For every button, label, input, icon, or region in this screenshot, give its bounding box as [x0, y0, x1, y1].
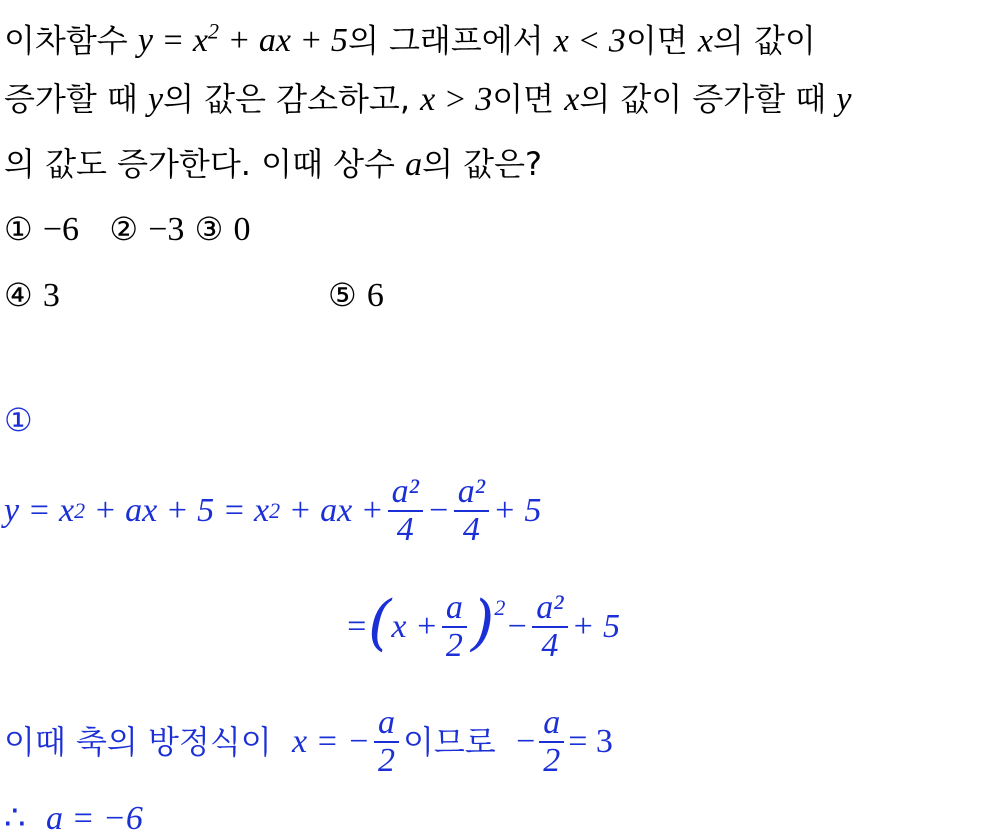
fraction-a-over-2: $\frac{a}{2}$: [374, 705, 399, 779]
problem-text: 의 값은?: [422, 145, 542, 183]
problem-line-2: [4, 79, 851, 120]
choices-row-2: [4, 275, 60, 316]
problem-text: 의 그래프에서: [347, 21, 544, 60]
choice-1[interactable]: ① −6: [4, 210, 80, 248]
close-paren: ): [470, 588, 495, 658]
condition-less: x < 3: [553, 22, 626, 60]
solution-conclusion: [4, 798, 143, 839]
problem-text: 의 값도 증가한다. 이때 상수: [4, 145, 395, 183]
fraction-a2-over-4: $\frac{\text{a²}}{4}$: [388, 474, 423, 548]
var-a: a: [405, 146, 423, 183]
fraction-a2-over-4: $\frac{\text{a²}}{4}$: [454, 474, 489, 548]
problem-text: 의 값은 감소하고,: [163, 80, 410, 118]
var-y: y: [148, 81, 164, 118]
choice-3[interactable]: ③ 0: [194, 210, 251, 248]
problem-line-3: [4, 144, 542, 185]
choice-4[interactable]: ④ 3: [4, 276, 60, 314]
problem-text: 증가할 때: [4, 80, 138, 118]
choices-row-1: [4, 209, 250, 250]
solution-step-2: = ( x + $\frac{a}{2}$ ) $^2$ − $\frac{\text{a²}}{4}$ + 5: [345, 588, 620, 664]
problem-text: 의 값이: [712, 21, 816, 60]
fraction-a-over-2: $\frac{a}{2}$: [539, 705, 564, 779]
condition-greater: x > 3: [420, 81, 493, 118]
problem-text: 이차함수: [4, 21, 128, 60]
choice-2[interactable]: ② −3: [109, 210, 185, 248]
choice-5[interactable]: ⑤ 6: [328, 276, 384, 314]
open-paren: (: [367, 588, 392, 658]
solution-step-1: y = x 2 + ax + 5 = x 2 + ax + $\frac{\text{a²}}{4}$ − $\frac{\text{a²}}{4}$ + 5: [4, 473, 542, 548]
var-x: x: [564, 81, 580, 118]
therefore-symbol: ∴: [4, 800, 26, 837]
solution-step-3: 이때 축의 방정식이 x = − $\frac{a}{2}$ 이므로 − $\frac{a}{2}$ = 3: [4, 704, 613, 779]
problem-text: 이면: [492, 80, 555, 118]
problem-line-1: [4, 12, 816, 61]
final-answer: a = −6: [45, 800, 143, 837]
solution-answer: ①: [4, 401, 33, 439]
problem-text: 이면: [625, 21, 688, 60]
var-x: x: [697, 22, 713, 60]
fraction-a-over-2: $\frac{a}{2}$: [442, 590, 467, 664]
var-y: y: [836, 81, 852, 118]
choices-row-2b: [328, 275, 384, 316]
fraction-a2-over-4: $\frac{\text{a²}}{4}$: [532, 590, 567, 664]
function-equation: $y = x^2$ + ax + 5: [137, 19, 348, 60]
problem-text: 의 값이 증가할 때: [579, 80, 827, 118]
